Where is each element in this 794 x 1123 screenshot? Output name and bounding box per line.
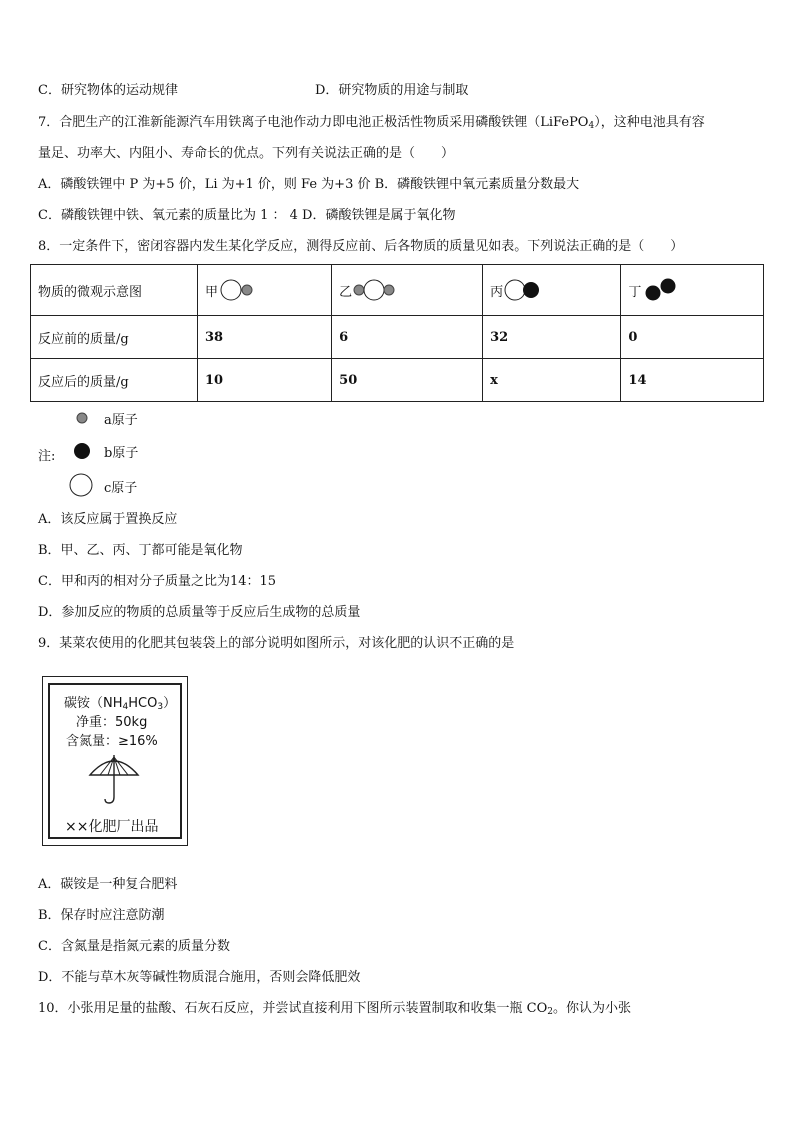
- fertilizer-label-inner: [48, 683, 182, 839]
- q10-stem-text-b: 。你认为小张: [553, 1001, 632, 1016]
- fertilizer-manufacturer: ××化肥厂出品: [65, 819, 159, 835]
- q7-formula-subscript: 4: [588, 121, 595, 131]
- q9-option-c: C．含氮量是指氮元素的质量分数: [38, 939, 230, 954]
- q7-stem-line2: 量足、功率大、内阻小、寿命长的优点。下列有关说法正确的是（ ）: [38, 146, 455, 161]
- fertilizer-name-sub1: 4: [122, 702, 129, 712]
- b-atom-icon: [72, 441, 92, 461]
- mass-before-ding: 0: [621, 316, 764, 359]
- mass-after-bing: x: [483, 359, 621, 402]
- molecule-yi-icon: [352, 278, 396, 302]
- q8-stem: 8．一定条件下，密闭容器内发生某化学反应，测得反应前、后各物质的质量见如表。下列说法正确的是（ ）: [38, 239, 684, 254]
- legend-c-atom: c原子: [104, 481, 138, 496]
- q8-option-b: B．甲、乙、丙、丁都可能是氧化物: [38, 543, 243, 558]
- row-header-diagram: 物质的微观示意图: [31, 265, 198, 316]
- substance-bing-label: 丙: [490, 284, 504, 300]
- substance-bing-cell: [483, 265, 621, 316]
- table-row: [31, 265, 764, 316]
- molecule-bing-icon: [503, 278, 541, 302]
- q8-option-a: A．该反应属于置换反应: [38, 512, 178, 527]
- row-header-before: 反应前的质量/g: [31, 316, 198, 359]
- mass-before-jia: 38: [198, 316, 332, 359]
- legend-b-atom: b原子: [104, 446, 139, 461]
- atom-legend: [38, 405, 238, 505]
- q9-option-d: D．不能与草木灰等碱性物质混合施用，否则会降低肥效: [38, 970, 361, 985]
- q7-options-line2: C．磷酸铁锂中铁、氧元素的质量比为 1 ： 4 D．磷酸铁锂是属于氧化物: [38, 208, 456, 223]
- mass-before-bing: 32: [483, 316, 621, 359]
- q9-option-a: A．碳铵是一种复合肥料: [38, 877, 178, 892]
- q9-stem: 9．某菜农使用的化肥其包装袋上的部分说明如图所示，对该化肥的认识不正确的是: [38, 636, 515, 651]
- q6-option-c: C．研究物体的运动规律: [38, 83, 178, 98]
- row-header-after: 反应后的质量/g: [31, 359, 198, 402]
- q6-option-d: D．研究物质的用途与制取: [315, 83, 469, 98]
- q10-stem-text-a: 10．小张用足量的盐酸、石灰石反应，并尝试直接利用下图所示装置制取和收集一瓶 CO: [38, 1001, 548, 1016]
- fertilizer-name-sub2: 3: [157, 702, 164, 712]
- q8-option-c: C．甲和丙的相对分子质量之比为14：15: [38, 574, 277, 589]
- c-atom-icon: [68, 472, 94, 498]
- fertilizer-name: [64, 692, 176, 712]
- table-row: [31, 359, 764, 402]
- q7-stem-text-a: 7．合肥生产的江淮新能源汽车用铁离子电池作动力即电池正极活性物质采用磷酸铁锂（LiFePO: [38, 115, 589, 130]
- umbrella-icon: [86, 753, 142, 805]
- substance-jia-label: 甲: [205, 284, 219, 300]
- substance-ding-label: 丁: [628, 284, 642, 300]
- substance-jia-cell: [198, 265, 332, 316]
- fertilizer-name-c: ）: [163, 696, 177, 711]
- q10-co2-subscript: 2: [547, 1007, 554, 1017]
- fertilizer-label: [42, 676, 188, 846]
- substance-yi-label: 乙: [339, 284, 353, 300]
- q7-options-line1: A．磷酸铁锂中 P 为+5 价，Li 为+1 价，则 Fe 为+3 价 B．磷酸铁锂中氧元素质量分数最大: [38, 177, 580, 192]
- legend-note-label: 注:: [38, 449, 56, 464]
- molecule-ding-icon: [641, 276, 681, 304]
- fertilizer-nitrogen-content: 含氮量：≥16%: [66, 734, 158, 749]
- q8-option-d: D．参加反应的物质的总质量等于反应后生成物的总质量: [38, 605, 361, 620]
- fertilizer-name-b: HCO: [128, 696, 158, 711]
- mass-before-yi: 6: [332, 316, 483, 359]
- legend-a-atom: a原子: [104, 413, 138, 428]
- molecule-jia-icon: [218, 278, 254, 302]
- fertilizer-name-a: 碳铵（NH: [64, 696, 123, 711]
- substance-ding-cell: [621, 265, 764, 316]
- q7-stem-line1: [38, 114, 705, 135]
- substance-yi-cell: [332, 265, 483, 316]
- mass-after-jia: 10: [198, 359, 332, 402]
- table-row: [31, 316, 764, 359]
- q9-option-b: B．保存时应注意防潮: [38, 908, 165, 923]
- q10-stem: [38, 1000, 631, 1021]
- mass-after-yi: 50: [332, 359, 483, 402]
- mass-after-ding: 14: [621, 359, 764, 402]
- fertilizer-net-weight: 净重：50kg: [76, 715, 148, 730]
- a-atom-icon: [75, 411, 89, 425]
- q7-stem-text-b: ），这种电池具有容: [594, 115, 705, 130]
- mass-table: [30, 264, 764, 402]
